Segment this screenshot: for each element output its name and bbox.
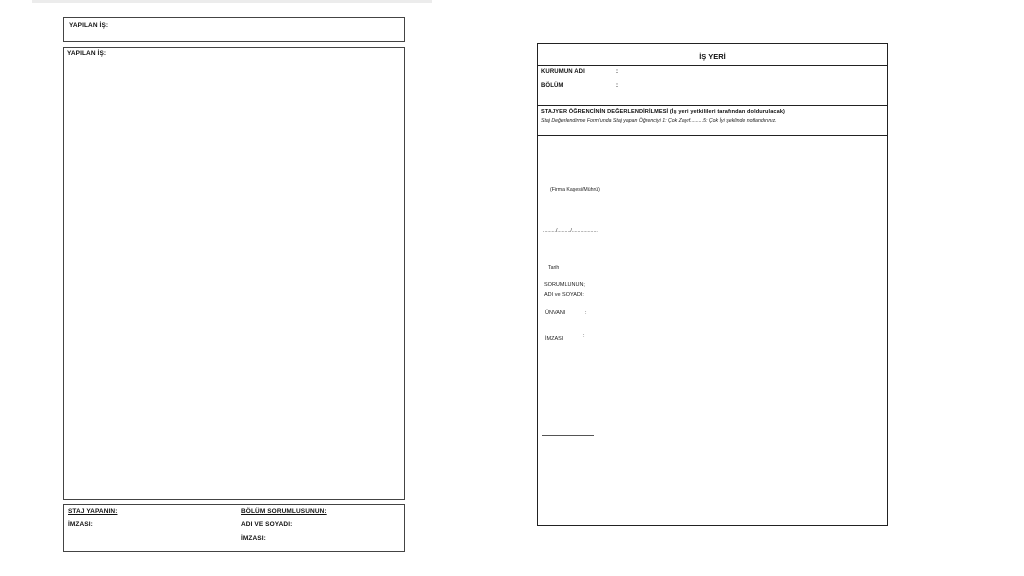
evaluation-note: Staj Değerlendirme Form'unda Staj yapan Öğrenciyi 1: Çok Zayıf.........5: Çok İyi şeklinde notlandırınız. [541,118,777,124]
date-blank: ........./........./.................. [543,228,598,234]
date-label: Tarih [548,265,560,271]
department-label: BÖLÜM [541,83,564,89]
title-colon: : [585,310,587,316]
workplace-title: İŞ YERİ [699,52,726,61]
department-colon: : [616,83,619,89]
signature-label: İMZASI [545,336,564,342]
institution-label: KURUMUN ADI [541,69,585,75]
workplace-form [537,43,888,526]
institution-colon: : [616,69,619,75]
divider [538,135,887,136]
work-done-main-label: YAPILAN İŞ: [67,50,107,57]
company-stamp-label: (Firma Kaşesi/Mührü) [550,187,600,193]
signature-footer-box [63,504,405,552]
name-surname-label: ADI ve SOYADI: [544,292,584,298]
evaluation-title: STAJYER ÖĞRENCİNİN DEĞERLENDİRİLMESİ (İş yeri yetkilileri tarafından doldurulacak) [541,109,786,115]
signature-line [542,435,594,436]
department-head-name-label: ADI VE SOYADI: [241,521,293,528]
work-done-main-box [63,47,405,500]
department-head-signature-label: İMZASI: [241,535,266,542]
divider [538,65,887,66]
divider [538,105,887,106]
department-head-title: BÖLÜM SORUMLUSUNUN: [241,508,327,515]
signature-colon: : [583,333,585,339]
work-done-top-box [63,17,405,42]
responsible-label: SORUMLUNUN; [544,282,585,288]
work-done-top-label: YAPILAN İŞ: [69,22,109,29]
intern-title: STAJ YAPANIN: [68,508,118,515]
intern-signature-label: İMZASI: [68,521,93,528]
scroll-shadow [32,0,432,3]
title-label: ÜNVANI [545,310,566,316]
